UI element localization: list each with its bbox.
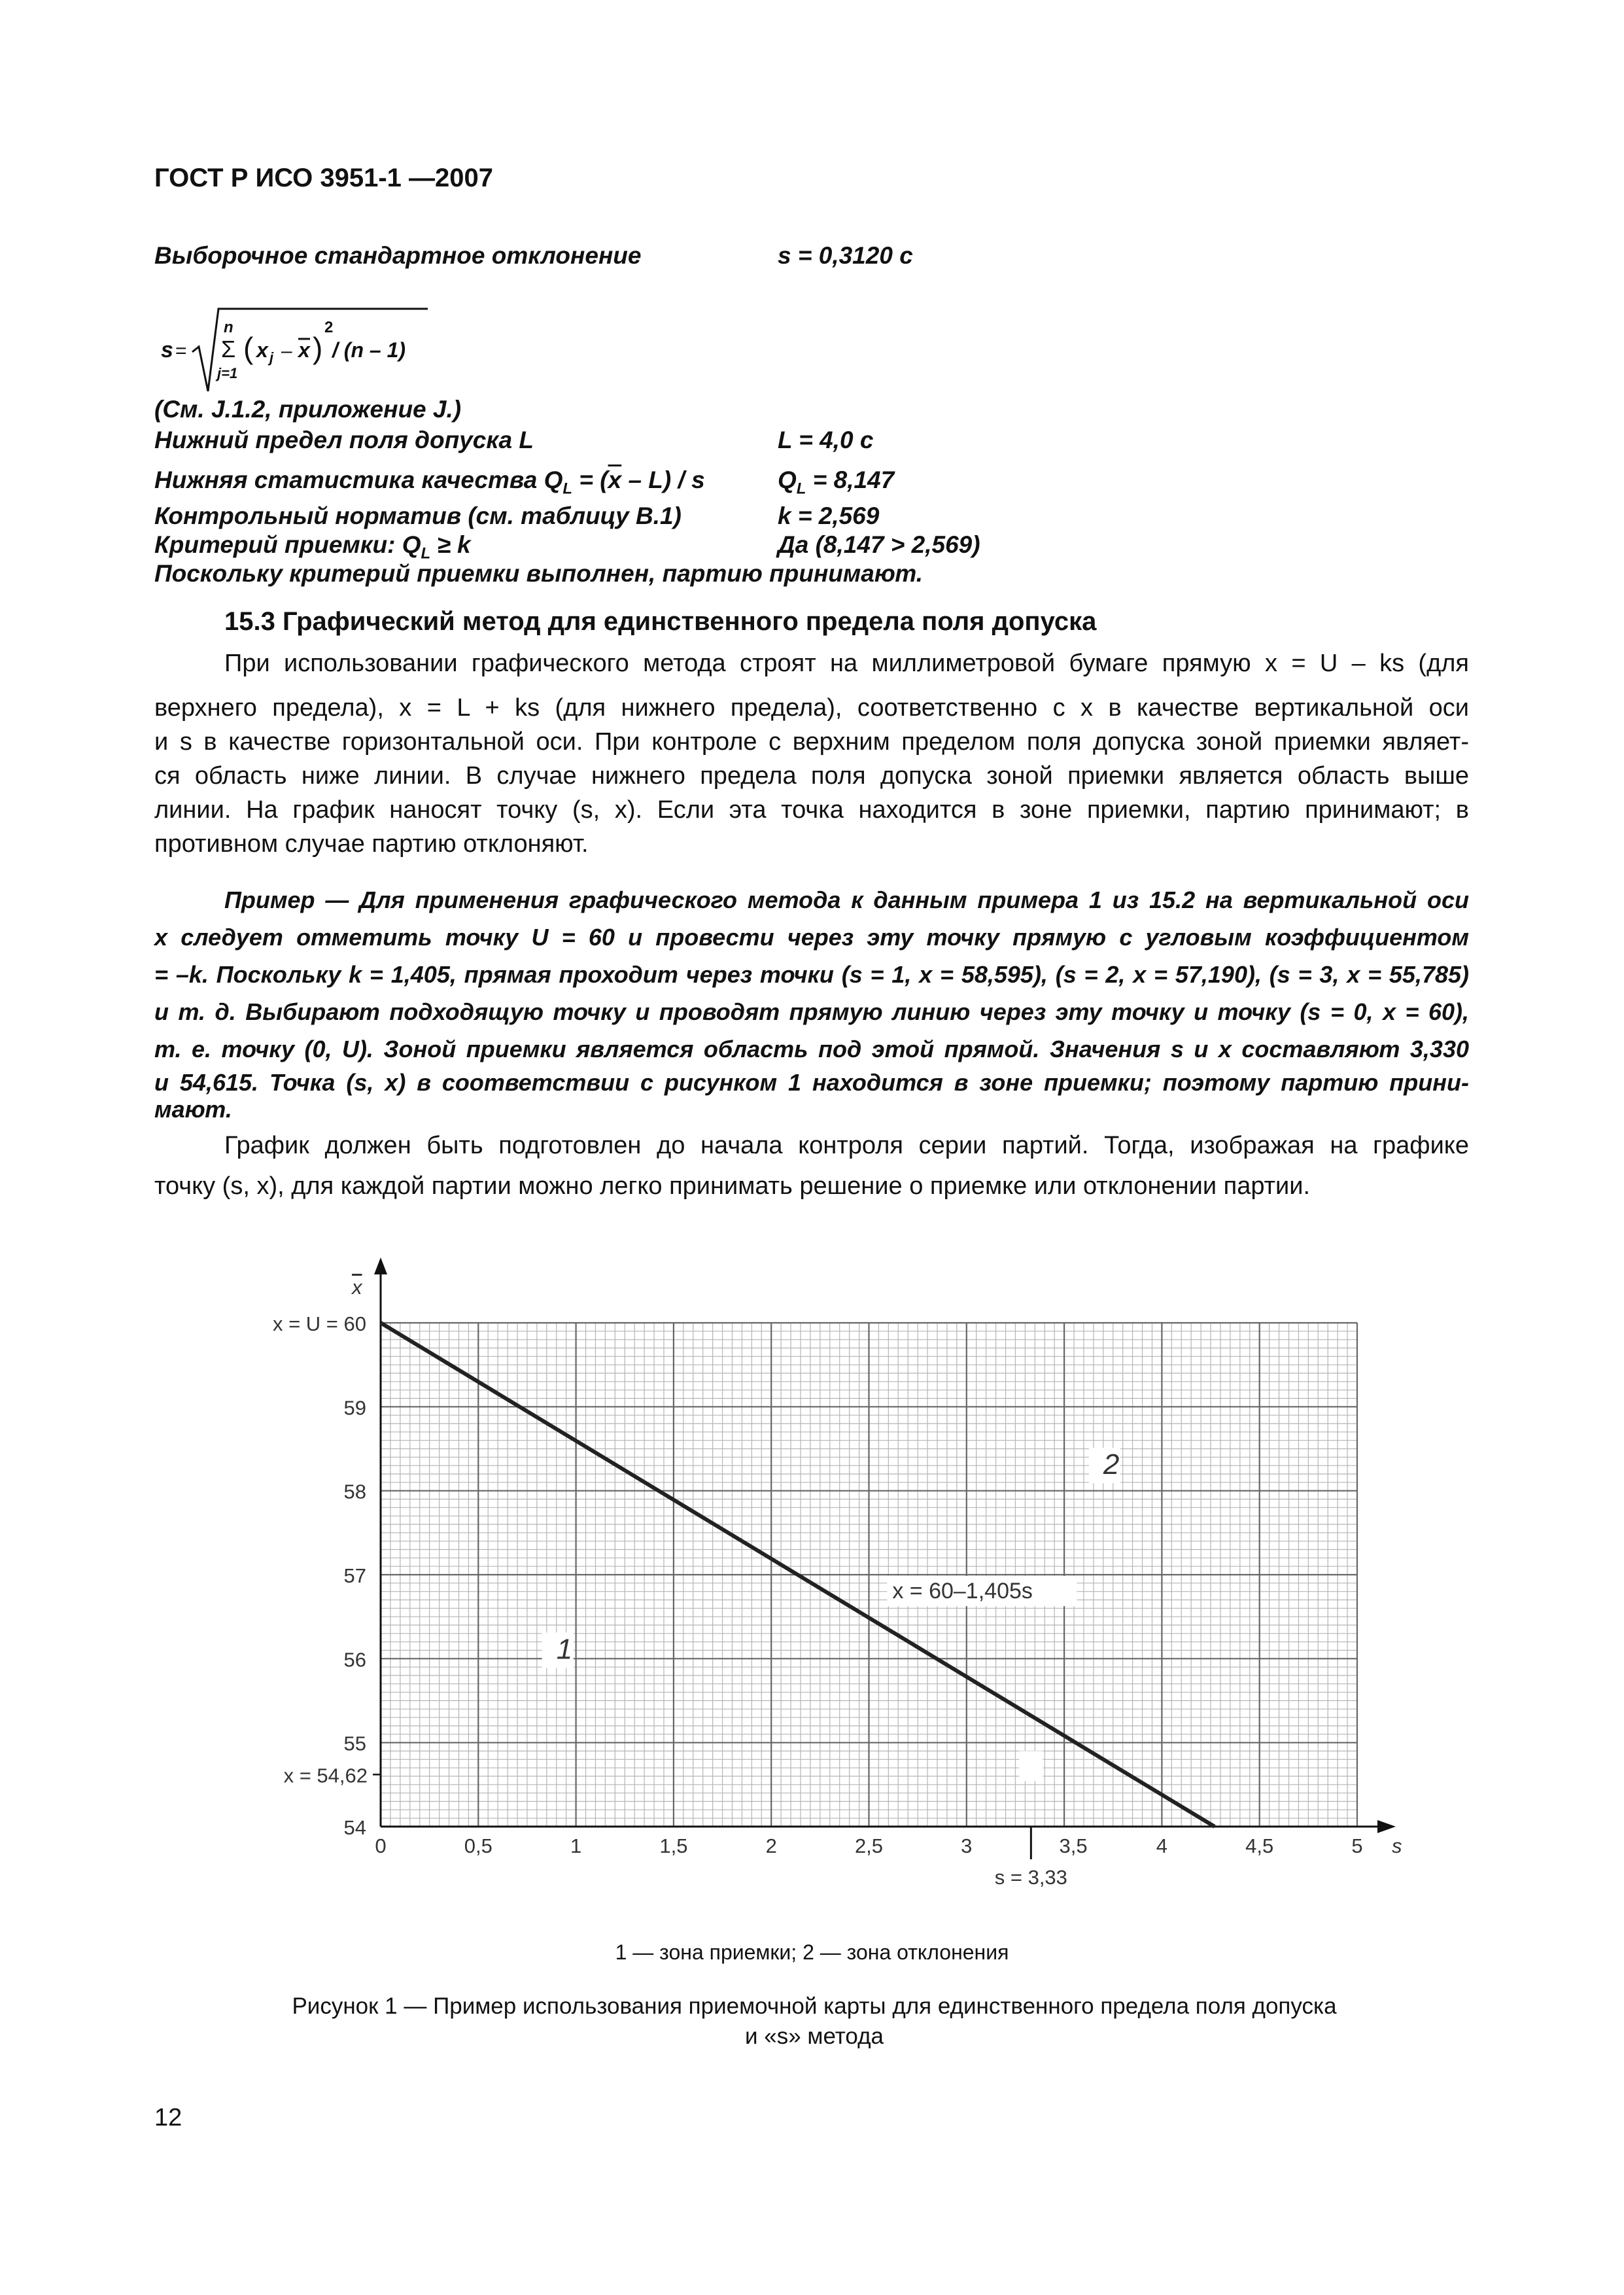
stats-label: Выборочное стандартное отклонение [154,242,642,269]
page-number: 12 [154,2104,182,2131]
y-tick-label: 55 [343,1732,366,1755]
y-tick-label: 58 [343,1480,366,1503]
y-axis-label: x [352,1276,362,1299]
x-tick-label: 1,5 [659,1834,688,1857]
stats-value: s = 0,3120 с [778,242,913,269]
svg-text:x: x [298,338,310,362]
x-axis-label: s [1392,1834,1402,1857]
x-tick-label: 0,5 [464,1834,492,1857]
svg-text:x: x [256,338,268,362]
section-title: 15.3 Графический метод для единственного предела поля допуска [224,607,1097,636]
stats-label: Нижняя статистика качества $Q_L = (\overline{x} - L) / s$ [154,466,705,498]
paragraph-graphic-method: При использовании графического метода строят на миллиметровой бумаге прямую x = U – ks (для верхнего предела), x = L + ks (для нижнего предела), соответственно с x в качестве вертикальной оси и s в качестве горизонтальной оси. При контроле с верхним пределом поля допуска зоной приемки являет- ся область ниже линии. В случае нижнего предела поля допуска зоной приемки является область выше линии. На график наносят точку (s, x). Если эта точка находится в зоне приемки, партию принимают; в противном случае партию отклоняют. [154,650,1469,858]
figure-legend: 1 — зона приемки; 2 — зона отклонения [615,1940,1009,1964]
y-tick-label: 54 [343,1816,366,1839]
zone-label: 1 [556,1633,573,1666]
stats-label: Нижний предел поля допуска L [154,427,534,453]
x-tick-label: 3 [961,1834,973,1857]
x-axis-arrow [1377,1820,1396,1833]
x-tick-label: 2 [765,1834,777,1857]
svg-text:(: ( [243,331,254,365]
svg-text:2: 2 [324,319,334,336]
stats-label: Контрольный норматив (см. таблицу В.1) [154,502,682,529]
x-tick-label: 0 [375,1834,387,1857]
stats-value: Да (8,147 > 2,569) [778,531,980,558]
x-tick-label: 4,5 [1245,1834,1274,1857]
x-tick-label: 5 [1351,1834,1363,1857]
y-tick-label: 57 [343,1564,366,1587]
series-label: x = 60–1,405s [892,1578,1033,1603]
document-header: ГОСТ Р ИСО 3951-1 —2007 [154,164,494,192]
svg-text:): ) [313,331,323,365]
x-tick-label: 1 [570,1834,582,1857]
x-tick-label: 3,5 [1059,1834,1088,1857]
y-top-label: x = U = 60 [272,1312,366,1335]
paragraph-preparation: График должен быть подготовлен до начала контроля серии партий. Тогда, изображая на графике точку (s, x), для каждой партии можно легко принимать решение о приемке или отклонении партии. [154,1132,1469,1200]
y-axis-arrow [374,1257,387,1274]
stats-label: (См. J.1.2, приложение J.) [154,396,462,423]
svg-text:j: j [269,349,274,366]
stats-value: k = 2,569 [778,502,880,529]
chart-labels [273,1276,1402,1889]
zone-label: 2 [1103,1448,1120,1480]
y-tick-label: 59 [343,1396,366,1420]
stats-value: $Q_L = 8,147$ [778,466,895,498]
x-tick-label: 2,5 [854,1834,884,1857]
y-tick-label: 56 [343,1648,366,1672]
example-block: Пример — Для применения графического метода к данным примера 1 из 15.2 на вертикальной оси x следует отметить точку U = 60 и провести через эту точку прямую с угловым коэффициентом = –k. Поскольку k = 1,405, прямая проходит через точки (s = 1, x = 58,595), (s = 2, x = 57,190), (s = 3, x = 55,785) и т. д. Выбирают подходящую точку и проводят прямую линию через эту точку и точку (s = 0, x = 60), т. е. точку (0, U). Зоной приемки является область под этой прямой. Значения s и x составляют 3,330 и 54,615. Точка (s, x) в соответствии с рисунком 1 находится в зоне приемки; поэтому партию прини- мают. [154,886,1469,1123]
stats-label: Критерий приемки: $Q_L \ge k$ [154,531,471,563]
svg-text:=: = [175,340,187,362]
stats-value: L = 4,0 с [778,427,874,453]
svg-text:/ (n – 1): / (n – 1) [332,338,406,362]
svg-text:n: n [224,319,233,336]
x-tick-label: 4 [1156,1834,1168,1857]
svg-text:–: – [281,340,292,362]
figure-caption: Рисунок 1 — Пример использования приемочной карты для единственного предела поля допуска и «s» метода [292,1993,1337,2049]
point-bg [1019,1751,1043,1781]
y-point-label: x = 54,62 [283,1764,368,1787]
svg-text:s: s [161,338,173,362]
svg-text:Σ: Σ [221,336,236,362]
stats-conclusion: Поскольку критерий приемки выполнен, партию принимают. [154,560,924,587]
x-point-label: s = 3,33 [994,1866,1067,1889]
svg-text:j=1: j=1 [217,365,238,381]
